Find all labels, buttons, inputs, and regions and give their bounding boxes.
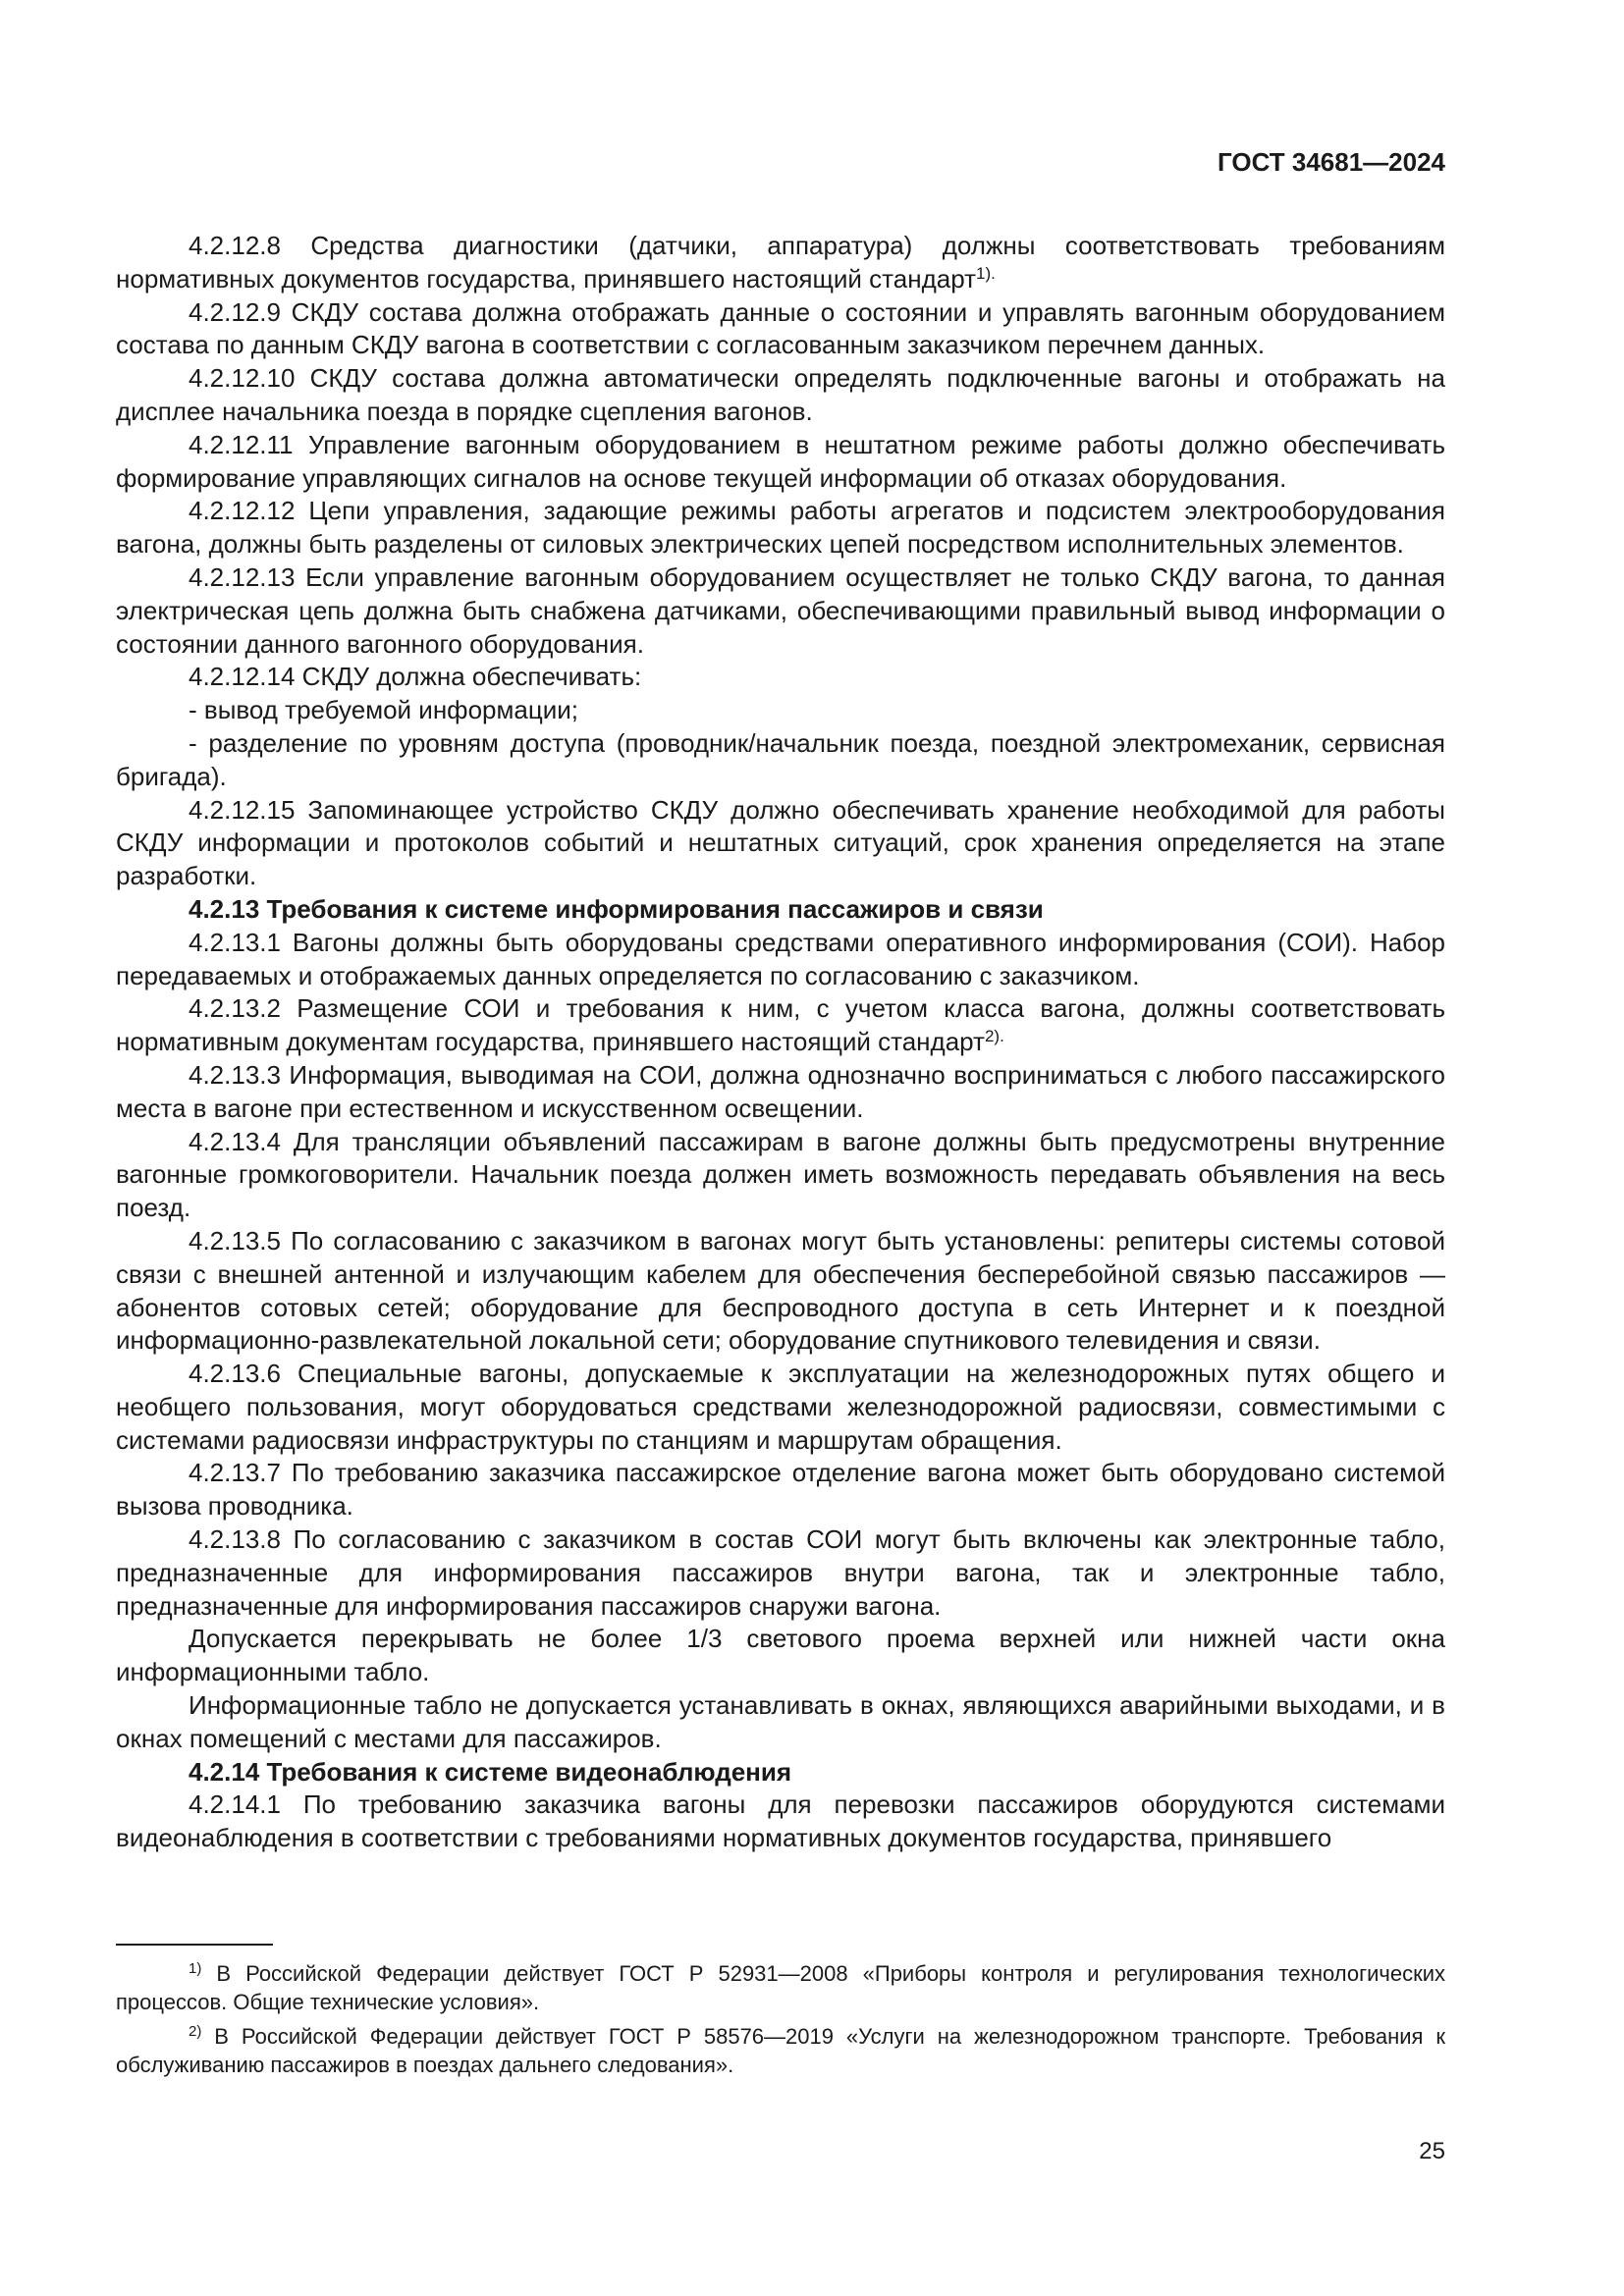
footnotes — [116, 1959, 1445, 2085]
paragraph-4-2-14-1: 4.2.14.1 По требованию заказчика вагоны для перевозки пассажиров оборудуются системами видеонаблюдения в соответствии с требованиями нормативных документов государства, принявшего — [116, 1789, 1445, 1853]
footnote-text: В Российской Федерации действует ГОСТ Р 58576—2019 «Услуги на железнодорожном транспорте. Требования к обслуживанию пассажиров в поездах дальнего следования». — [116, 2024, 1445, 2077]
footnote-ref-1: 1). — [976, 263, 996, 283]
paragraph-text: 4.2.13.2 Размещение СОИ и требования к ним, с учетом класса вагона, должны соответствовать нормативным документам государства, принявшего настоящий стандарт — [116, 993, 1445, 1057]
section-heading-4-2-13: 4.2.13 Требования к системе информирования пассажиров и связи — [189, 893, 1044, 924]
paragraph-4-2-13-2 — [116, 992, 1445, 1059]
paragraph-4-2-12-14: 4.2.12.14 СКДУ должна обеспечивать: — [189, 662, 642, 692]
paragraph-4-2-13-6: 4.2.13.6 Специальные вагоны, допускаемые к эксплуатации на железнодорожных путях общего и необщего пользования, могут оборудоваться средствами железнодорожной радиосвязи, совместимыми с системами радиосвязи инфраструктуры по станциям и маршрутам обращения. — [116, 1359, 1445, 1455]
paragraph-4-2-13-7: 4.2.13.7 По требованию заказчика пассажирское отделение вагона может быть оборудовано системой вызова проводника. — [116, 1458, 1445, 1522]
paragraph-window-overlap: Допускается перекрывать не более 1/3 светового проема верхней или нижней части окна информационными табло. — [116, 1624, 1445, 1687]
footnote-mark: 1) — [189, 1960, 202, 1977]
footnote-text: В Российской Федерации действует ГОСТ Р 52931—2008 «Приборы контроля и регулирования технологических процессов. Общие технические условия». — [116, 1961, 1445, 2014]
paragraph-4-2-13-3: 4.2.13.3 Информация, выводимая на СОИ, должна однозначно восприниматься с любого пассажирского места в вагоне при естественном и искусственном освещении. — [116, 1059, 1445, 1123]
paragraph-4-2-12-12: 4.2.12.12 Цепи управления, задающие режимы работы агрегатов и подсистем электрооборудования вагона, должны быть разделены от силовых электрических цепей посредством исполнительных элементов. — [116, 496, 1445, 560]
paragraph-emergency-exits: Информационные табло не допускается устанавливать в окнах, являющихся аварийными выходами, и в окнах помещений с местами для пассажиров. — [116, 1690, 1445, 1753]
paragraph-4-2-12-10: 4.2.12.10 СКДУ состава должна автоматически определять подключенные вагоны и отображать на дисплее начальника поезда в порядке сцепления вагонов. — [116, 363, 1445, 426]
paragraph-4-2-12-9: 4.2.12.9 СКДУ состава должна отображать данные о состоянии и управлять вагонным оборудованием состава по данным СКДУ вагона в соответствии с согласованным заказчиком перечнем данных. — [116, 296, 1445, 360]
footnote-2 — [116, 2022, 1445, 2079]
paragraph-4-2-13-4: 4.2.13.4 Для трансляции объявлений пассажирам в вагоне должны быть предусмотрены внутренние вагонные громкоговорители. Начальник поезда должен иметь возможность передавать объявления на весь поезд. — [116, 1126, 1445, 1223]
footnote-1 — [116, 1959, 1445, 2016]
paragraph-text: 4.2.12.8 Средства диагностики (датчики, аппаратура) должны соответствовать требованиям нормативных документов государства, принявшего настоящий стандарт — [116, 231, 1445, 294]
list-item: - вывод требуемой информации; — [189, 695, 578, 725]
document-header: ГОСТ 34681—2024 — [1218, 147, 1445, 177]
paragraph-4-2-12-11: 4.2.12.11 Управление вагонным оборудованием в нештатном режиме работы должно обеспечивать формирование управляющих сигналов на основе текущей информации об отказах оборудования. — [116, 429, 1445, 493]
paragraph-4-2-13-1: 4.2.13.1 Вагоны должны быть оборудованы средствами оперативного информирования (СОИ). Набор передаваемых и отображаемых данных определяется по согласованию с заказчиком. — [116, 927, 1445, 990]
paragraph-4-2-13-8: 4.2.13.8 По согласованию с заказчиком в состав СОИ могут быть включены как электронные табло, предназначенные для информирования пассажиров внутри вагона, так и электронные табло, предназначенные для информирования пассажиров снаружи вагона. — [116, 1524, 1445, 1621]
footnote-separator — [116, 1944, 273, 1946]
footnote-ref-2: 2). — [984, 1027, 1004, 1046]
footnote-mark: 2) — [189, 2023, 202, 2040]
page-number: 25 — [1419, 2138, 1445, 2164]
list-item: - разделение по уровням доступа (проводник/начальник поезда, поездной электромеханик, сервисная бригада). — [116, 727, 1445, 791]
document-body — [116, 230, 1445, 1855]
paragraph-4-2-12-15: 4.2.12.15 Запоминающее устройство СКДУ должно обеспечивать хранение необходимой для работы СКДУ информации и протоколов событий и нештатных ситуаций, срок хранения определяется на этапе разработки. — [116, 794, 1445, 891]
paragraph-4-2-12-13: 4.2.12.13 Если управление вагонным оборудованием осуществляет не только СКДУ вагона, то данная электрическая цепь должна быть снабжена датчиками, обеспечивающими правильный вывод информации о состоянии данного вагонного оборудования. — [116, 561, 1445, 659]
paragraph-4-2-12-8 — [116, 230, 1445, 296]
paragraph-4-2-13-5: 4.2.13.5 По согласованию с заказчиком в вагонах могут быть установлены: репитеры системы сотовой связи с внешней антенной и излучающим кабелем для обеспечения бесперебойной связью пассажиров — абонентов сотовых сетей; оборудование для беспроводного доступа в сеть Интернет и к поездной информационно-развлекательной локальной сети; оборудование спутникового телевидения и связи. — [116, 1225, 1445, 1356]
section-heading-4-2-14: 4.2.14 Требования к системе видеонаблюдения — [189, 1756, 792, 1787]
